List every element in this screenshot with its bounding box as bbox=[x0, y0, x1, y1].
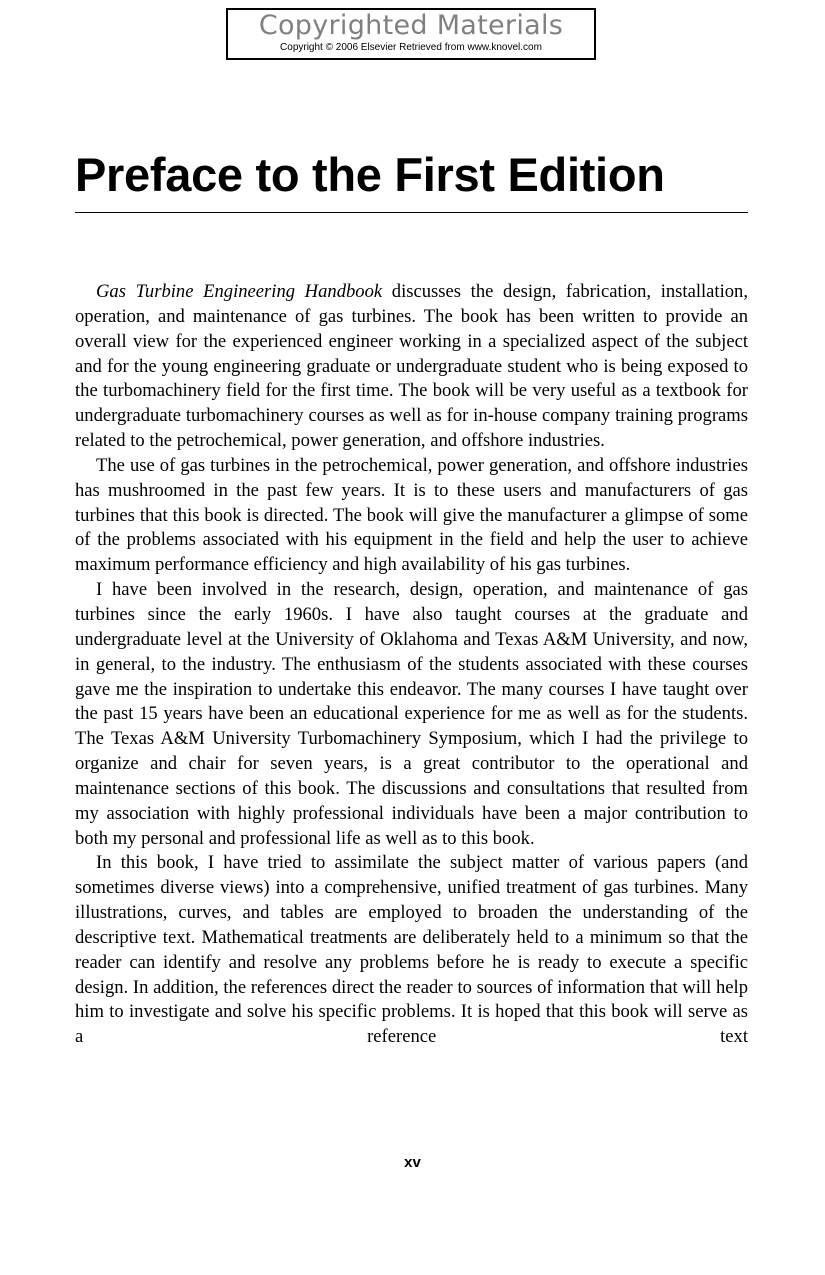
paragraph-1-text: discusses the design, fabrication, installation, operation, and maintenance of gas turbines. The book has been written to provide an overall view for the experienced engineer working in a specialized aspect of the subject and for the young engineering graduate or undergraduate student who is being exposed to the turbomachinery field for the first time. The book will be very useful as a textbook for undergraduate turbomachinery courses as well as for in-house company training programs related to the petrochemical, power generation, and offshore industries. bbox=[75, 281, 748, 452]
paragraph-2: The use of gas turbines in the petrochemical, power generation, and offshore industries has mushroomed in the past few years. It is to these users and manufacturers of gas turbines that this book is directed. The book will give the manufacturer a glimpse of some of the problems associated with his equipment in the field and help the user to achieve maximum performance efficiency and high availability of his gas turbines. bbox=[75, 454, 748, 576]
copyright-stamp bbox=[226, 8, 596, 60]
page-title: Preface to the First Edition bbox=[75, 148, 665, 201]
paragraph-3: I have been involved in the research, design, operation, and maintenance of gas turbines since the early 1960s. I have also taught courses at the graduate and undergraduate level at the University of Oklahoma and Texas A&M University, and now, in general, to the industry. The enthusiasm of the students associated with these courses gave me the inspiration to undertake this endeavor. The many courses I have taught over the past 15 years have been an educational experience for me as well as for the students. The Texas A&M University Turbomachinery Symposium, which I had the privilege to organize and chair for seven years, is a great contributor to the operational and maintenance sections of this book. The discussions and consultations that resulted from my association with highly professional individuals have been a major contribution to both my personal and professional life as well as to this book. bbox=[75, 579, 748, 849]
book-title: Gas Turbine Engineering Handbook bbox=[96, 281, 383, 302]
paragraph-1 bbox=[75, 280, 748, 454]
copyright-stamp-notice: Copyright © 2006 Elsevier Retrieved from www.knovel.com bbox=[280, 42, 542, 53]
title-divider bbox=[75, 212, 748, 213]
paragraph-4: In this book, I have tried to assimilate the subject matter of various papers (and sometimes diverse views) into a comprehensive, unified treatment of gas turbines. Many illustrations, curves, and tables are employed to broaden the understanding of the descriptive text. Mathematical treatments are deliberately held to a minimum so that the reader can identify and resolve any problems before he is ready to execute a specific design. In addition, the references direct the reader to sources of information that will help him to investigate and solve his specific problems. It is hoped that this book will serve as a reference text bbox=[75, 852, 748, 1048]
page-number: xv bbox=[404, 1154, 421, 1171]
copyright-stamp-title: Copyrighted Materials bbox=[258, 10, 564, 41]
preface-body bbox=[75, 280, 748, 1050]
